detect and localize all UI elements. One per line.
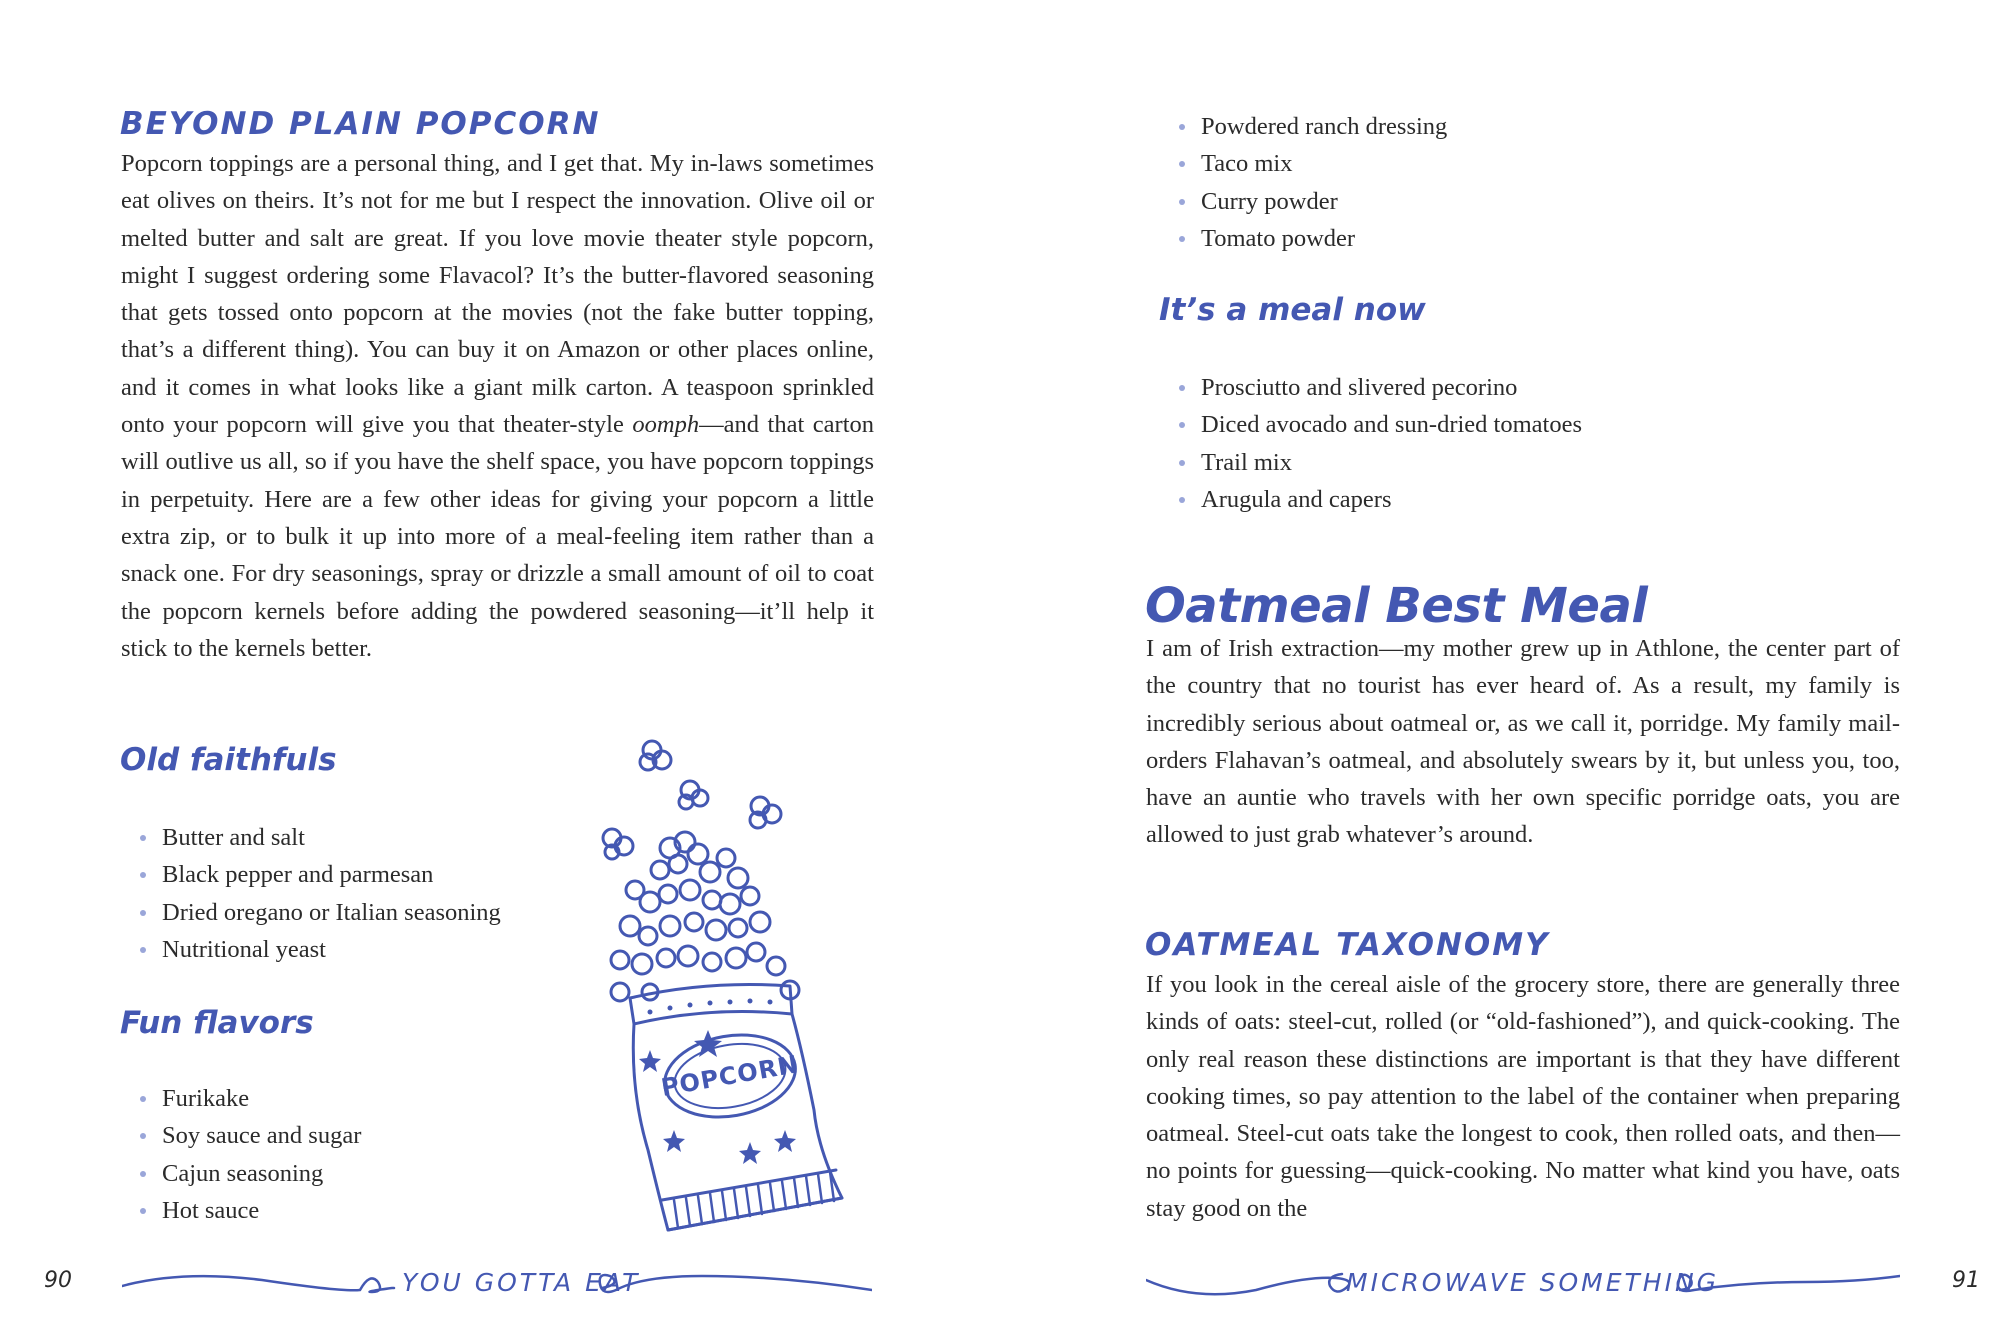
bullet-icon bbox=[140, 1133, 146, 1139]
oatmeal-taxonomy-paragraph: If you look in the cereal aisle of the grocery store, there are generally three kinds of oats: steel-cut, rolled (or “old-fashioned”), and quick-cooking. The only real reason these distinctions are important is that they have different cooking times, so pay attention to the label of the container when preparing oatmeal. Steel-cut oats take the longest to cook, then rolled oats, and then—no points for guessing—quick-cooking. No matter what kind you have, oats stay good on the bbox=[1146, 971, 1900, 1222]
popcorn-pile bbox=[611, 832, 799, 1001]
list-item: Butter and salt bbox=[122, 819, 501, 856]
fun-flavors-heading: Fun flavors bbox=[120, 1005, 314, 1041]
bullet-icon bbox=[140, 1208, 146, 1214]
oatmeal-taxonomy-heading: OATMEAL TAXONOMY bbox=[1145, 927, 1550, 963]
list-item: Arugula and capers bbox=[1161, 481, 1582, 518]
page-number-right: 91 bbox=[1952, 1268, 1980, 1293]
bullet-icon bbox=[140, 1171, 146, 1177]
list-item: Powdered ranch dressing bbox=[1161, 108, 1447, 145]
meal-now-list bbox=[1161, 369, 1582, 518]
bullet-icon bbox=[140, 835, 146, 841]
list-item: Prosciutto and slivered pecorino bbox=[1161, 369, 1582, 406]
list-item: Furikake bbox=[122, 1080, 361, 1117]
continued-seasonings-list bbox=[1161, 108, 1447, 257]
bullet-icon bbox=[1179, 497, 1185, 503]
right-page bbox=[1000, 0, 2000, 1333]
intro-emphasis: oomph bbox=[632, 411, 700, 439]
intro-text-1: Popcorn toppings are a personal thing, and I get that. My in-laws sometimes eat olives on theirs. It’s not for me but I respect the innovation. Olive oil or melted butter and salt are great. If you love movie theater style popcorn, might I suggest ordering some Flavacol? It’s the butter-flavored seasoning that gets tossed onto popcorn at the movies (not the fake butter topping, that’s a different thing). You can buy it on Amazon or other places online, and it comes in what looks like a giant milk carton. A teaspoon sprinkled onto your popcorn will give you that theater-style bbox=[121, 150, 874, 439]
old-faithfuls-list bbox=[122, 819, 501, 968]
list-item: Tomato powder bbox=[1161, 220, 1447, 257]
old-faithfuls-heading: Old faithfuls bbox=[120, 742, 337, 778]
right-footer-text: MICROWAVE SOMETHING bbox=[1346, 1268, 1720, 1297]
bullet-icon bbox=[140, 910, 146, 916]
list-item: Nutritional yeast bbox=[122, 931, 501, 968]
list-item: Taco mix bbox=[1161, 145, 1447, 182]
left-footer-text: YOU GOTTA EAT bbox=[402, 1268, 641, 1297]
bullet-icon bbox=[140, 947, 146, 953]
fun-flavors-list bbox=[122, 1080, 361, 1229]
beyond-plain-popcorn-heading: BEYOND PLAIN POPCORN bbox=[120, 106, 601, 142]
list-item: Diced avocado and sun-dried tomatoes bbox=[1161, 406, 1582, 443]
list-item: Cajun seasoning bbox=[122, 1155, 361, 1192]
popcorn-kernel-icon bbox=[679, 781, 708, 809]
bag-label-text: POPCORN bbox=[659, 1050, 801, 1102]
popcorn-intro-paragraph bbox=[121, 145, 874, 667]
bullet-icon bbox=[1179, 385, 1185, 391]
list-item: Dried oregano or Italian seasoning bbox=[122, 894, 501, 931]
list-item: Hot sauce bbox=[122, 1192, 361, 1229]
page-number-left: 90 bbox=[44, 1268, 72, 1293]
intro-text-2: —and that carton will outlive us all, so if you have the shelf space, you have popcorn toppings in perpetuity. Here are a few other ideas for giving your popcorn a little extra zip, or to bulk it up into more of a meal-feeling item rather than a snack one. For dry seasonings, spray or drizzle a small amount of oil to coat the popcorn kernels before adding the powdered seasoning—it’ll help it stick to the kernels better. bbox=[121, 411, 875, 662]
popcorn-bag-illustration bbox=[590, 730, 870, 1250]
bullet-icon bbox=[1179, 422, 1185, 428]
popcorn-kernel-icon bbox=[640, 741, 671, 770]
bullet-icon bbox=[1179, 161, 1185, 167]
list-item: Black pepper and parmesan bbox=[122, 856, 501, 893]
bullet-icon bbox=[1179, 236, 1185, 242]
bullet-icon bbox=[1179, 199, 1185, 205]
bullet-icon bbox=[140, 872, 146, 878]
list-item: Trail mix bbox=[1161, 444, 1582, 481]
oatmeal-intro-paragraph: I am of Irish extraction—my mother grew up in Athlone, the center part of the country that no tourist has ever heard of. As a result, my family is incredibly serious about oatmeal or, as we call it, porridge. My family mail-orders Flahavan’s oatmeal, and absolutely swears by it, but unless you, too, have an auntie who travels with her own specific porridge oats, you are allowed to just grab whatever’s around. bbox=[1146, 635, 1900, 849]
popcorn-kernel-icon bbox=[750, 797, 781, 828]
list-item: Soy sauce and sugar bbox=[122, 1117, 361, 1154]
bullet-icon bbox=[1179, 124, 1185, 130]
left-running-footer bbox=[122, 1262, 872, 1312]
bullet-icon bbox=[140, 1096, 146, 1102]
bullet-icon bbox=[1179, 460, 1185, 466]
popcorn-kernel-icon bbox=[603, 829, 633, 859]
right-running-footer bbox=[1146, 1262, 1900, 1312]
meal-now-heading: It’s a meal now bbox=[1159, 292, 1426, 328]
oatmeal-section-title: Oatmeal Best Meal bbox=[1145, 578, 1648, 634]
list-item: Curry powder bbox=[1161, 183, 1447, 220]
